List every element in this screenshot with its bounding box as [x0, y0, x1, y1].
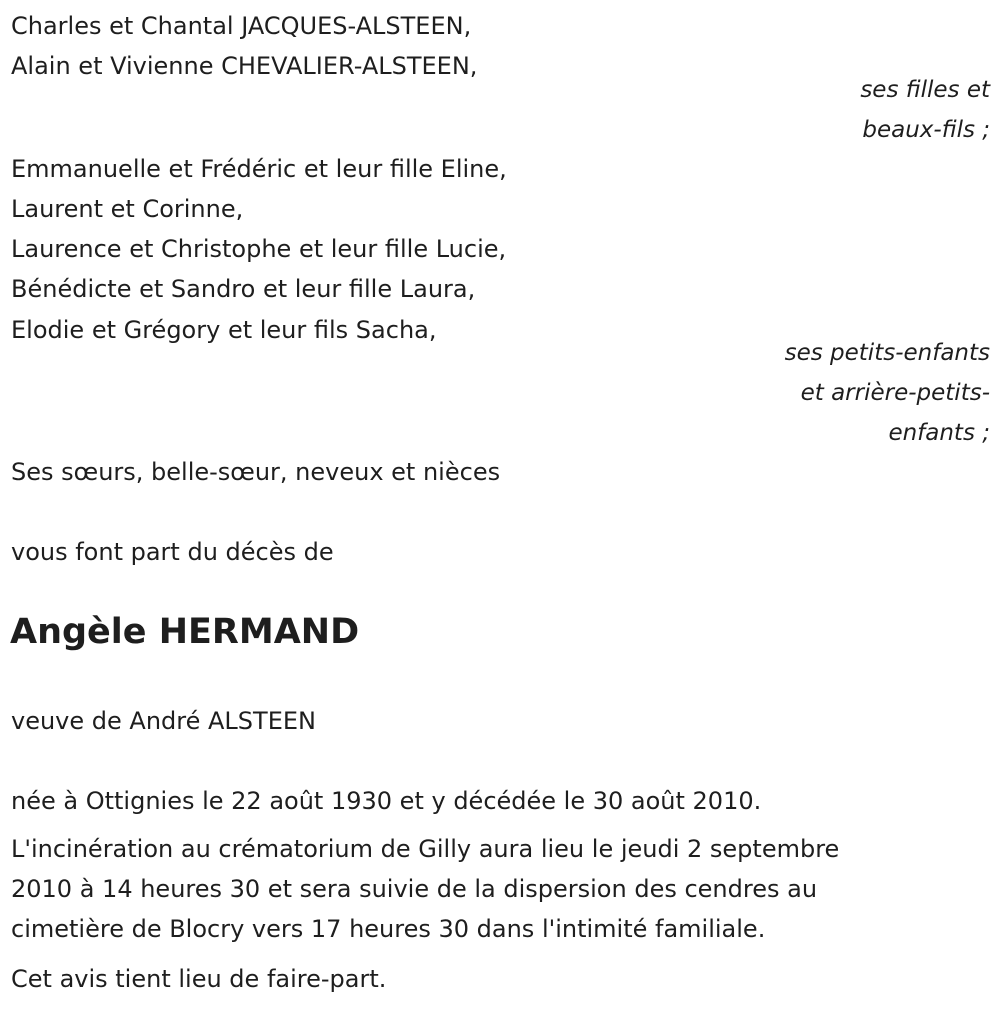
relation-label: ses filles et: [860, 77, 990, 103]
family-line: Charles et Chantal JACQUES-ALSTEEN,: [11, 12, 472, 40]
relation-label: et arrière-petits-: [800, 380, 990, 406]
relation-label: ses petits-enfants: [784, 340, 990, 366]
family-line: Laurence et Christophe et leur fille Lucie,: [11, 235, 507, 263]
cremation-line: 2010 à 14 heures 30 et sera suivie de la dispersion des cendres au: [11, 875, 818, 903]
family-line: Elodie et Grégory et leur fils Sacha,: [11, 316, 437, 344]
deceased-name: Angèle HERMAND: [10, 612, 360, 652]
announce-line: vous font part du décès de: [11, 538, 334, 566]
closing-line: Cet avis tient lieu de faire-part.: [11, 965, 387, 993]
family-line: Bénédicte et Sandro et leur fille Laura,: [11, 275, 476, 303]
family-line: Emmanuelle et Frédéric et leur fille Eline,: [11, 155, 507, 183]
birth-death-line: née à Ottignies le 22 août 1930 et y décédée le 30 août 2010.: [11, 787, 762, 815]
family-line: Laurent et Corinne,: [11, 195, 244, 223]
family-line: Alain et Vivienne CHEVALIER-ALSTEEN,: [11, 52, 478, 80]
widow-line: veuve de André ALSTEEN: [11, 707, 316, 735]
relation-label: enfants ;: [888, 420, 990, 446]
siblings-line: Ses sœurs, belle-sœur, neveux et nièces: [11, 458, 501, 486]
relation-label: beaux-fils ;: [862, 117, 990, 143]
cremation-line: L'incinération au crématorium de Gilly aura lieu le jeudi 2 septembre: [11, 835, 840, 863]
cremation-line: cimetière de Blocry vers 17 heures 30 dans l'intimité familiale.: [11, 915, 766, 943]
